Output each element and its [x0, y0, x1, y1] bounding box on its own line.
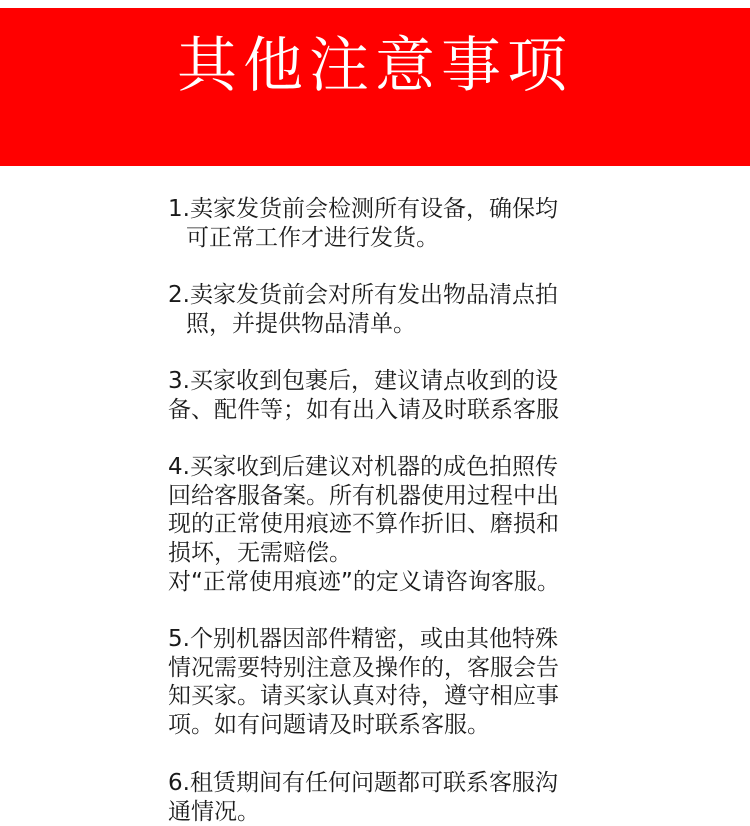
note-5-line-1: 5.个别机器因部件精密，或由其他特殊 [168, 626, 558, 652]
note-item-6 [168, 769, 608, 826]
page-title: 其他注意事项 [177, 30, 573, 101]
note-item-2 [168, 281, 608, 338]
note-item-5 [168, 625, 608, 740]
note-item-3 [168, 367, 608, 424]
note-4-line-4: 损坏，无需赔偿。 [168, 540, 352, 567]
note-5-line-3: 知买家。请买家认真对待，遵守相应事 [168, 683, 559, 710]
note-4-line-3: 现的正常使用痕迹不算作折旧、磨损和 [168, 511, 559, 538]
note-4-line-5: 对“正常使用痕迹”的定义请咨询客服。 [168, 568, 560, 595]
note-6-line-1: 6.租赁期间有任何问题都可联系客服沟 [168, 770, 558, 796]
note-3-line-1: 3.买家收到包裹后，建议请点收到的设 [168, 368, 558, 394]
top-margin-strip [0, 0, 750, 8]
note-2-line-2: 照，并提供物品清单。 [186, 310, 416, 337]
note-1-line-1: 1.卖家发货前会检测所有设备，确保均 [168, 196, 558, 222]
note-item-1 [168, 195, 608, 252]
note-2-line-1: 2.卖家发货前会对所有发出物品清点拍 [168, 282, 558, 308]
note-4-line-1: 4.买家收到后建议对机器的成色拍照传 [168, 454, 558, 480]
note-3-line-2: 备、配件等；如有出入请及时联系客服 [168, 396, 559, 423]
note-6-line-2: 通情况。 [168, 798, 260, 825]
note-5-line-2: 情况需要特别注意及操作的，客服会告 [168, 654, 559, 681]
note-5-line-4: 项。如有问题请及时联系客服。 [168, 712, 490, 739]
header-banner [0, 8, 750, 166]
note-4-line-2: 回给客服备案。所有机器使用过程中出 [168, 482, 559, 509]
note-item-4 [168, 453, 608, 597]
note-1-line-2: 可正常工作才进行发货。 [186, 224, 439, 251]
